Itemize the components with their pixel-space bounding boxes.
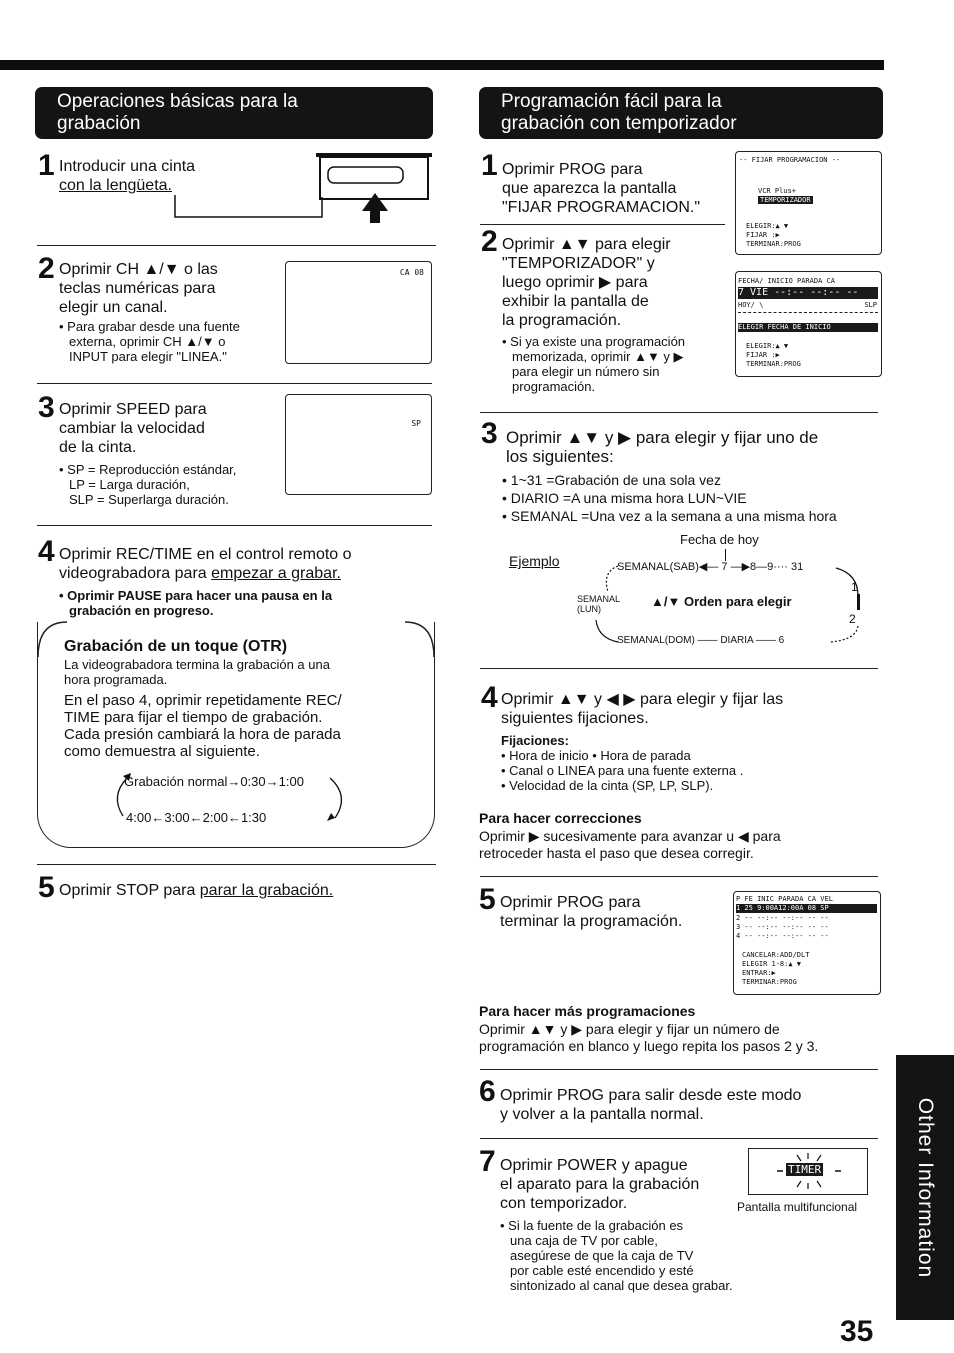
text-line: • Si ya existe una programación — [502, 334, 686, 349]
text-line: externa, oprimir CH ▲/▼ o — [69, 334, 226, 349]
step-text — [500, 893, 682, 931]
cycle-item: 3:00 — [164, 810, 190, 825]
step-text: con la lengüeta. — [59, 177, 172, 194]
osd-key: ELEGIR 1-8:▲ ▼ — [742, 960, 802, 968]
cycle-item: 2:00 — [202, 810, 228, 825]
multifunction-display — [748, 1148, 868, 1195]
step-number: 5 — [479, 883, 495, 916]
page-number: 35 — [840, 1315, 874, 1348]
text-line: En el paso 4, oprimir repetidamente REC/ — [64, 692, 342, 709]
cycle-item: 1:00 — [278, 774, 304, 789]
text-line: que aparezca la pantalla — [502, 180, 677, 197]
text-line: la programación. — [502, 312, 622, 329]
step-number: 2 — [38, 252, 54, 285]
text-line: Oprimir PROG para — [502, 161, 643, 178]
section-banner-timer — [479, 87, 883, 139]
osd-screen-program — [735, 271, 882, 377]
divider — [480, 876, 878, 877]
banner-line: grabación con temporizador — [501, 113, 737, 134]
osd-header: P FE INIC PARADA CA VEL — [736, 895, 833, 903]
step-number: 2 — [481, 225, 497, 258]
bullet: • SEMANAL =Una vez a la semana a una misma hora — [502, 508, 837, 524]
osd-key: TERMINAR:PROG — [742, 978, 797, 986]
divider — [37, 245, 436, 246]
text-line: retroceder hasta el paso que desea corregir. — [479, 845, 754, 861]
channel-readout: CA 08 — [399, 268, 424, 277]
osd-key: TERMINAR:PROG — [746, 240, 801, 248]
osd-row: 2 -- --:-- --:-- -- -- — [736, 914, 829, 922]
osd-row: 4 -- --:-- --:-- -- -- — [736, 932, 829, 940]
step-number: 6 — [479, 1075, 495, 1108]
fij-title: Fijaciones: — [501, 733, 569, 748]
tv-screen — [285, 394, 432, 495]
step-text — [500, 1156, 699, 1213]
divider — [480, 412, 878, 413]
step-number: 7 — [479, 1145, 495, 1178]
sequence-bottom: SEMANAL(DOM) —— DIARIA —— 6 — [617, 635, 785, 646]
osd-screen-list — [733, 891, 881, 995]
text-line: SLP = Superlarga duración. — [69, 492, 229, 507]
osd-row: 1 25 9:00A12:00A 08 SP — [736, 904, 877, 913]
otr-body — [64, 692, 342, 760]
text-line: Oprimir ▲▼ para elegir — [502, 236, 671, 253]
text-line: • Si la fuente de la grabación es — [500, 1218, 684, 1233]
step-text: Oprimir REC/TIME en el control remoto o — [59, 546, 352, 563]
osd-title: -- FIJAR PROGRAMACION -- — [739, 156, 841, 164]
divider — [480, 224, 725, 225]
banner-line: Programación fácil para la — [501, 91, 722, 112]
text-line: Oprimir PROG para salir desde este modo — [500, 1087, 802, 1104]
divider — [37, 383, 432, 384]
text-line: Oprimir SPEED para — [59, 401, 207, 418]
timer-indicator: TIMER — [788, 1163, 822, 1176]
text-line: sintonizado al canal que desea grabar. — [510, 1278, 733, 1293]
step-note — [500, 1218, 780, 1293]
text-line: Oprimir PROG para — [500, 894, 641, 911]
osd-bar: ELEGIR FECHA DE INICIO — [738, 323, 878, 332]
text-line: "FIJAR PROGRAMACION." — [502, 199, 701, 216]
osd-key: FIJAR :▶ — [746, 231, 780, 239]
text-line: programación. — [512, 379, 596, 394]
text-line: memorizada, oprimir ▲▼ y ▶ — [512, 349, 684, 364]
osd-divider — [738, 312, 878, 313]
text-line: Oprimir ▲▼ y ▶ para elegir y fijar un número de — [479, 1021, 780, 1037]
bullet: • Hora de inicio • Hora de parada — [501, 748, 691, 763]
step-text — [59, 260, 218, 317]
text-line: siguientes fijaciones. — [501, 710, 649, 727]
cycle-item: 1:30 — [240, 810, 267, 825]
text-part: empezar a grabar. — [211, 565, 341, 582]
divider — [37, 525, 432, 526]
bullet: • DIARIO =A una misma hora LUN~VIE — [502, 490, 747, 506]
text-line: exhibir la pantalla de — [502, 293, 649, 310]
text-line: el aparato para la grabación — [500, 1176, 700, 1193]
display-caption: Pantalla multifuncional — [737, 1200, 858, 1214]
text-line: Oprimir ▲▼ y ◀ ▶ para elegir y fijar las — [501, 691, 784, 708]
text-line: hora programada. — [64, 672, 168, 687]
text-line: con temporizador. — [500, 1195, 628, 1212]
speed-readout: SP — [411, 419, 421, 428]
step-bullets — [502, 471, 837, 525]
otr-cycle-top: Grabación normal→0:30→1:00 — [124, 774, 304, 789]
cassette-illustration — [170, 145, 435, 230]
divider — [37, 864, 436, 865]
step-number: 1 — [481, 149, 497, 182]
bullet: • Velocidad de la cinta (SP, LP, SLP). — [501, 778, 714, 793]
more-title: Para hacer más programaciones — [479, 1003, 696, 1019]
step-number: 3 — [481, 417, 497, 450]
text-line: y volver a la pantalla normal. — [500, 1106, 704, 1123]
order-label: ▲/▼ Orden para elegir — [651, 594, 792, 609]
more-text — [479, 1021, 818, 1055]
osd-sub: SLP — [864, 301, 877, 309]
step-number: 1 — [38, 149, 54, 182]
text-line: INPUT para elegir "LINEA." — [69, 349, 227, 364]
example-label: Ejemplo — [509, 553, 560, 569]
text-line: elegir un canal. — [59, 299, 168, 316]
step-text — [59, 400, 207, 457]
osd-keys — [746, 342, 801, 369]
text-line: de la cinta. — [59, 439, 137, 456]
tv-screen — [285, 261, 432, 364]
section-banner-basic — [35, 87, 433, 139]
text-line: luego oprimir ▶ para — [502, 274, 648, 291]
text-line: LP = Larga duración, — [69, 477, 190, 492]
otr-intro — [64, 657, 424, 687]
cycle-item: 0:30 — [240, 774, 266, 789]
text-line: terminar la programación. — [500, 913, 683, 930]
osd-keys — [746, 222, 801, 249]
osd-rows — [736, 914, 829, 941]
text-line: grabación en progreso. — [69, 603, 214, 618]
text-line: por cable esté encendido y esté — [510, 1263, 694, 1278]
osd-sub: HOY/ \ — [738, 301, 764, 309]
text-line: • Para grabar desde una fuente — [59, 319, 240, 334]
text-part: parar la grabación. — [199, 882, 334, 899]
text-line: para elegir un número sin — [512, 364, 660, 379]
step-text: Introducir una cinta — [59, 158, 196, 175]
text-line: La videograbadora termina la grabación a una — [64, 657, 330, 672]
osd-key: ELEGIR:▲ ▼ — [746, 222, 789, 230]
today-label: Fecha de hoy — [680, 532, 759, 547]
text-line: Oprimir ▶ sucesivamente para avanzar u ◀ para — [479, 828, 781, 844]
text-line: "TEMPORIZADOR" y — [502, 255, 655, 272]
divider — [480, 1138, 878, 1139]
text-line: TIME para fijar el tiempo de grabación. — [64, 709, 323, 726]
top-rule — [0, 60, 884, 70]
text-line: • Oprimir PAUSE para hacer una pausa en la — [59, 588, 333, 603]
step-note — [59, 588, 429, 618]
osd-keys — [742, 951, 809, 987]
step-text — [59, 564, 341, 583]
text-line: SEMANAL — [577, 594, 621, 604]
divider — [480, 668, 878, 669]
step-text — [59, 881, 333, 900]
text-line: teclas numéricas para — [59, 280, 216, 297]
sequence-top: SEMANAL(SAB)◀— 7 —▶8—9···· 31 — [617, 561, 804, 573]
osd-key: TERMINAR:PROG — [746, 360, 801, 368]
text-line: Oprimir POWER y apague — [500, 1157, 688, 1174]
fij-list — [501, 748, 743, 793]
otr-title: Grabación de un toque (OTR) — [64, 638, 288, 655]
osd-line: VCR Plus+ — [758, 187, 796, 195]
osd-header: FECHA/ INICIO PARADA CA — [738, 277, 835, 285]
step-text — [500, 1086, 801, 1124]
sequence-num: 2 — [849, 612, 856, 626]
step-text — [501, 690, 783, 728]
osd-key: ENTRAR:▶ — [742, 969, 776, 977]
osd-highlight: TEMPORIZADOR — [760, 196, 811, 204]
osd-row: 7 VIE --:-- --:-- -- — [738, 287, 878, 299]
banner-line: grabación — [57, 113, 141, 134]
step-text — [502, 160, 700, 217]
text-line: Oprimir ▲▼ y ▶ para elegir y fijar uno de — [506, 428, 819, 447]
text-line: cambiar la velocidad — [59, 420, 205, 437]
step-number: 4 — [481, 681, 497, 714]
divider — [480, 1069, 878, 1070]
bullet: • Canal o LINEA para una fuente externa . — [501, 763, 744, 778]
text-part: Oprimir STOP para — [59, 882, 200, 899]
step-number: 5 — [38, 871, 54, 904]
text-line: como demuestra al siguiente. — [64, 743, 260, 760]
sequence-left — [577, 594, 620, 614]
cycle-item: 4:00 — [126, 810, 152, 825]
banner-line: Operaciones básicas para la — [57, 91, 298, 112]
text-line: • SP = Reproducción estándar, — [59, 462, 237, 477]
osd-key: FIJAR :▶ — [746, 351, 780, 359]
cycle-item: Grabación normal — [124, 774, 228, 789]
text-line: (LUN) — [577, 604, 601, 614]
text-line: Cada presión cambiará la hora de parada — [64, 726, 341, 743]
side-tab-label: Other Information — [914, 1097, 937, 1278]
corr-title: Para hacer correcciones — [479, 810, 642, 826]
osd-screen-fijar — [735, 151, 882, 255]
corr-text — [479, 828, 781, 862]
osd-key: ELEGIR:▲ ▼ — [746, 342, 789, 350]
osd-key: CANCELAR:ADD/DLT — [742, 951, 810, 959]
step-note — [502, 334, 730, 394]
sequence-num: 1 — [851, 580, 858, 594]
text-line: los siguientes: — [506, 447, 614, 466]
step-number: 3 — [38, 391, 54, 424]
text-line: asegúrese de que la caja de TV — [510, 1248, 694, 1263]
text-line: programación en blanco y luego repita los pasos 2 y 3. — [479, 1038, 819, 1054]
text-part: videograbadora para — [59, 565, 212, 582]
step-text — [506, 428, 818, 466]
otr-cycle-bottom: 4:00←3:00←2:00←1:30 — [126, 810, 267, 825]
text-line: Oprimir CH ▲/▼ o las — [59, 261, 218, 278]
step-number: 4 — [38, 535, 54, 568]
step-note — [59, 319, 284, 364]
step-note — [59, 462, 284, 507]
bullet: • 1~31 =Grabación de una sola vez — [502, 472, 721, 488]
step-text — [502, 235, 671, 330]
section-side-tab — [896, 1055, 954, 1320]
sequence-bar — [857, 594, 860, 610]
osd-row: 3 -- --:-- --:-- -- -- — [736, 923, 829, 931]
text-line: una caja de TV por cable, — [510, 1233, 658, 1248]
